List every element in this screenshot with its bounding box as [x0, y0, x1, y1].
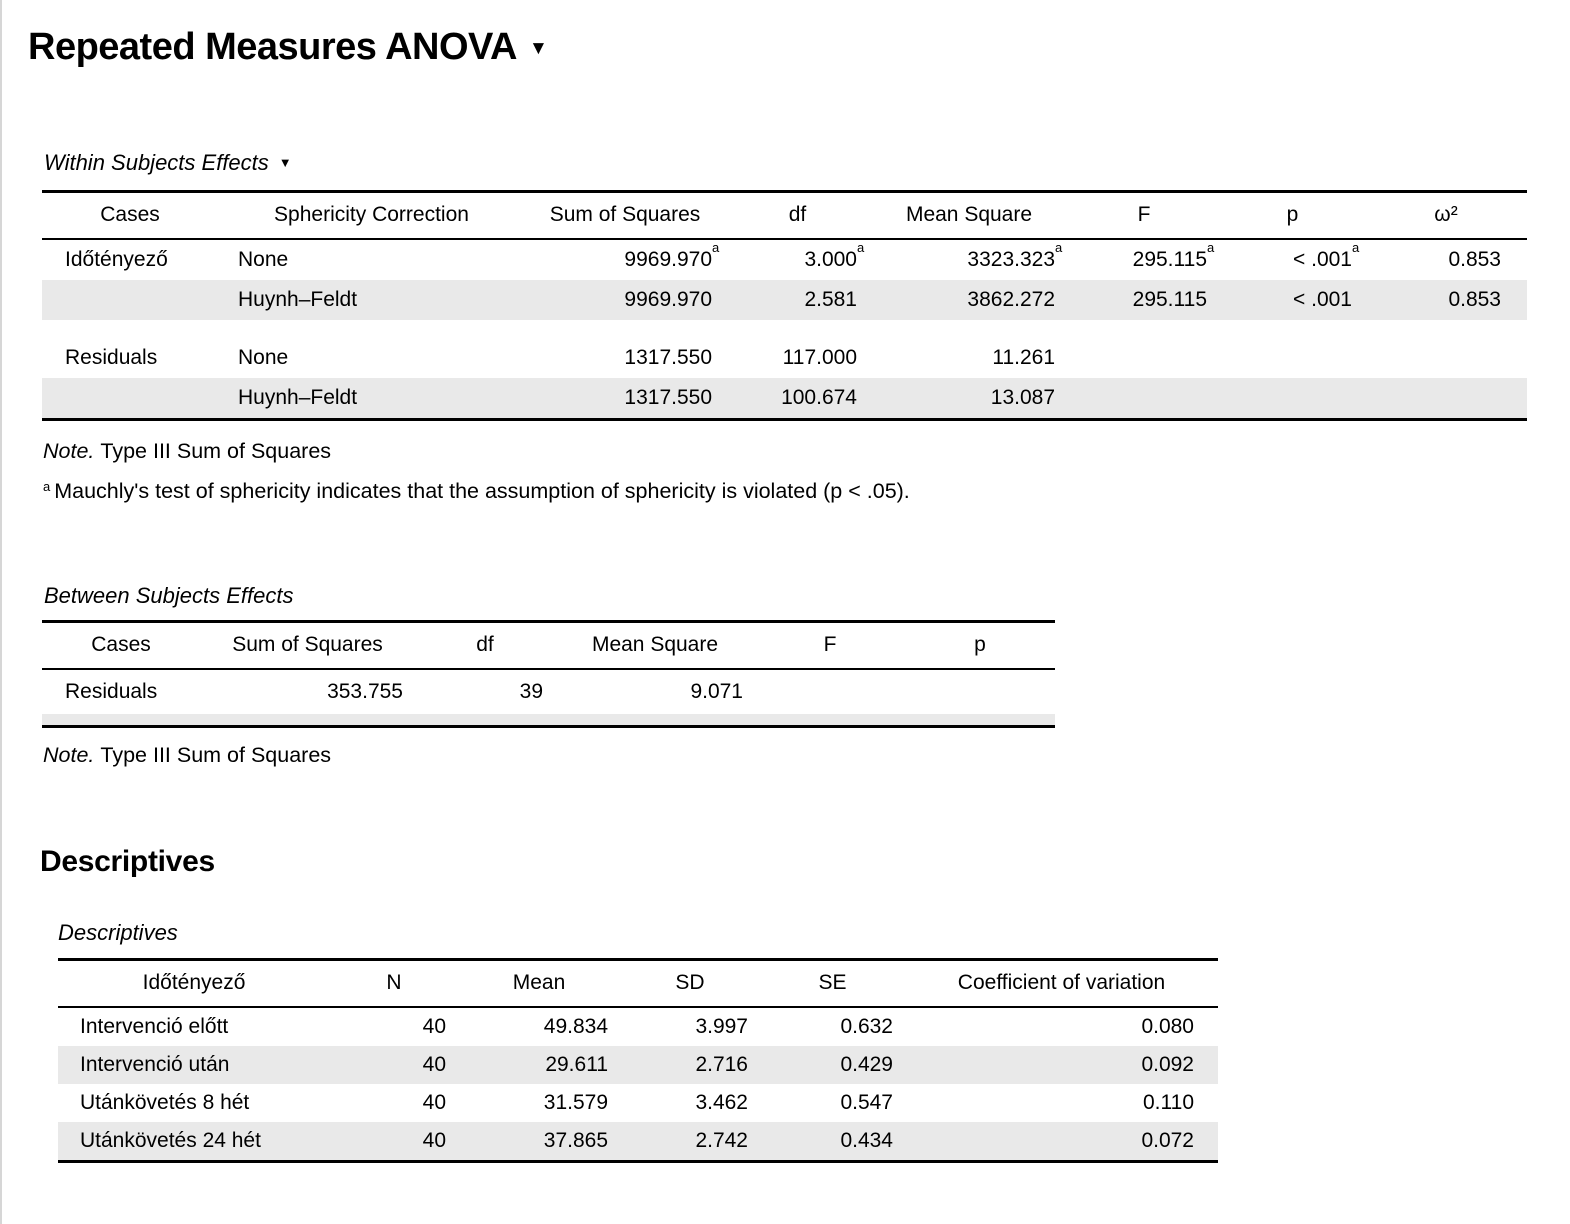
column-header-sum-of-squares: Sum of Squares — [232, 633, 383, 656]
cases-cell: Időtényező — [65, 248, 168, 271]
se-cell: 0.434 — [760, 1122, 905, 1162]
column-header-df: df — [476, 633, 494, 656]
factor-level-cell: Intervenció után — [58, 1046, 330, 1084]
mean-square-cell: 3323.323 a — [967, 240, 1063, 271]
df-cell: 2.581 — [725, 280, 870, 320]
column-header-sphericity-correction: Sphericity Correction — [274, 203, 469, 226]
df-cell: 117.000 — [782, 346, 857, 369]
cv-cell: 0.110 — [1143, 1091, 1194, 1114]
sum-of-squares-cell: 9969.970 a — [624, 240, 720, 271]
se-cell: 0.547 — [840, 1091, 893, 1114]
mean-square-cell: 11.261 — [992, 346, 1055, 369]
between-subjects-section-title[interactable] — [44, 583, 293, 609]
between-subjects-table — [42, 620, 1055, 728]
sum-of-squares-cell: 353.755 — [327, 680, 403, 703]
within-subjects-menu-caret-icon[interactable]: ▼ — [278, 155, 292, 170]
column-header-n: N — [386, 971, 402, 994]
table-footnote — [43, 469, 910, 509]
footnote-marker: a — [1352, 240, 1360, 255]
sd-cell: 2.716 — [620, 1046, 760, 1084]
table-row — [58, 1084, 1218, 1122]
n-cell: 40 — [330, 1122, 458, 1162]
f-cell: 295.115 a — [1132, 240, 1215, 271]
sum-of-squares-cell: 1317.550 — [525, 378, 725, 420]
note-text: Type III Sum of Squares — [100, 439, 332, 463]
table-row — [58, 1007, 1218, 1046]
column-header-factor: Időtényező — [142, 971, 246, 994]
table-row — [58, 1046, 1218, 1084]
footnote-marker: a — [1055, 240, 1063, 255]
f-cell — [755, 669, 905, 714]
n-cell: 40 — [422, 1091, 446, 1114]
column-header-f: F — [1137, 203, 1151, 226]
note-label: Note. — [43, 439, 95, 463]
within-subjects-table — [42, 190, 1527, 421]
column-header-sum-of-squares: Sum of Squares — [549, 203, 701, 226]
between-subjects-title-label[interactable]: Between Subjects Effects — [44, 583, 294, 608]
correction-cell: Huynh–Feldt — [218, 378, 525, 420]
column-header-p: p — [1286, 203, 1299, 226]
omega-squared-cell — [1365, 338, 1527, 378]
factor-level-cell: Intervenció előtt — [80, 1015, 229, 1038]
cases-cell — [42, 280, 218, 320]
sum-of-squares-cell: 9969.970 — [525, 280, 725, 320]
column-header-cases: Cases — [91, 633, 151, 656]
cases-cell — [42, 378, 218, 420]
footnote-marker: a — [857, 240, 865, 255]
p-cell: < .001 — [1220, 280, 1365, 320]
table-note — [43, 433, 910, 469]
table-row — [42, 669, 1055, 714]
table-row — [42, 239, 1527, 280]
note-label: Note. — [43, 743, 95, 767]
group-spacer-row — [42, 320, 1527, 338]
descriptives-header-row — [58, 960, 1218, 1008]
table-row — [42, 338, 1527, 378]
footnote-marker: a — [1207, 240, 1215, 255]
n-cell: 40 — [330, 1046, 458, 1084]
p-cell — [905, 669, 1055, 714]
factor-level-cell: Utánkövetés 8 hét — [80, 1091, 250, 1114]
cases-cell: Residuals — [65, 346, 158, 369]
p-cell — [1220, 378, 1365, 420]
within-subjects-header-row — [42, 192, 1527, 240]
column-header-coefficient-of-variation: Coefficient of variation — [957, 971, 1166, 994]
sd-cell: 2.742 — [620, 1122, 760, 1162]
n-cell: 40 — [422, 1015, 446, 1038]
omega-squared-cell — [1365, 378, 1527, 420]
correction-cell: None — [238, 346, 289, 369]
descriptives-heading[interactable]: Descriptives — [40, 845, 215, 878]
column-header-p: p — [974, 633, 986, 656]
mean-square-cell: 3862.272 — [870, 280, 1068, 320]
column-header-sd: SD — [675, 971, 705, 994]
mean-cell: 37.865 — [458, 1122, 620, 1162]
analysis-title[interactable] — [28, 26, 547, 69]
descriptives-table-title: Descriptives — [58, 920, 178, 945]
column-header-se: SE — [818, 971, 847, 994]
footnote-marker: a — [43, 479, 51, 494]
omega-squared-cell: 0.853 — [1365, 280, 1527, 320]
mean-cell: 31.579 — [543, 1091, 608, 1114]
f-cell — [1068, 338, 1220, 378]
note-text: Type III Sum of Squares — [100, 743, 332, 767]
between-subjects-header-row — [42, 622, 1055, 670]
mean-cell: 29.611 — [458, 1046, 620, 1084]
df-cell: 39 — [519, 680, 543, 703]
within-subjects-title-label[interactable]: Within Subjects Effects — [44, 150, 269, 175]
table-row — [58, 1122, 1218, 1162]
df-cell: 100.674 — [725, 378, 870, 420]
mean-cell: 49.834 — [543, 1015, 608, 1038]
df-cell: 3.000 a — [804, 240, 865, 271]
mean-square-cell: 9.071 — [690, 680, 743, 703]
sum-of-squares-cell: 1317.550 — [624, 346, 712, 369]
cv-cell: 0.092 — [905, 1046, 1218, 1084]
footnote-text: Mauchly's test of sphericity indicates that the assumption of sphericity is violated (p < .05). — [54, 479, 910, 503]
cases-cell: Residuals — [65, 680, 158, 703]
analysis-title-label[interactable]: Repeated Measures ANOVA — [28, 26, 517, 68]
sd-cell: 3.462 — [695, 1091, 748, 1114]
omega-squared-cell: 0.853 — [1448, 248, 1501, 271]
column-header-omega-squared: ω² — [1434, 203, 1458, 226]
analysis-menu-caret-icon[interactable]: ▼ — [529, 38, 548, 59]
p-cell — [1220, 338, 1365, 378]
f-cell: 295.115 — [1068, 280, 1220, 320]
within-subjects-notes — [43, 433, 910, 509]
f-cell — [1068, 378, 1220, 420]
footnote-marker: a — [712, 240, 720, 255]
se-cell: 0.632 — [840, 1015, 893, 1038]
column-header-mean-square: Mean Square — [591, 633, 719, 656]
results-panel-left-edge — [0, 0, 2, 1224]
between-subjects-notes — [43, 737, 331, 773]
table-row — [42, 280, 1527, 320]
table-note — [43, 737, 331, 773]
descriptives-table — [58, 958, 1218, 1163]
column-header-df: df — [788, 203, 807, 226]
cv-cell: 0.080 — [1141, 1015, 1194, 1038]
correction-cell: None — [238, 248, 289, 271]
se-cell: 0.429 — [760, 1046, 905, 1084]
table-row — [42, 378, 1527, 420]
correction-cell: Huynh–Feldt — [218, 280, 525, 320]
column-header-cases: Cases — [100, 203, 160, 226]
column-header-mean: Mean — [512, 971, 566, 994]
striped-empty-row — [42, 714, 1055, 726]
cv-cell: 0.072 — [905, 1122, 1218, 1162]
within-subjects-section-title[interactable] — [44, 150, 292, 176]
column-header-mean-square: Mean Square — [905, 203, 1033, 226]
mean-square-cell: 13.087 — [870, 378, 1068, 420]
column-header-f: F — [823, 633, 837, 656]
factor-level-cell: Utánkövetés 24 hét — [58, 1122, 330, 1162]
p-cell: < .001 a — [1293, 240, 1360, 271]
sd-cell: 3.997 — [695, 1015, 748, 1038]
